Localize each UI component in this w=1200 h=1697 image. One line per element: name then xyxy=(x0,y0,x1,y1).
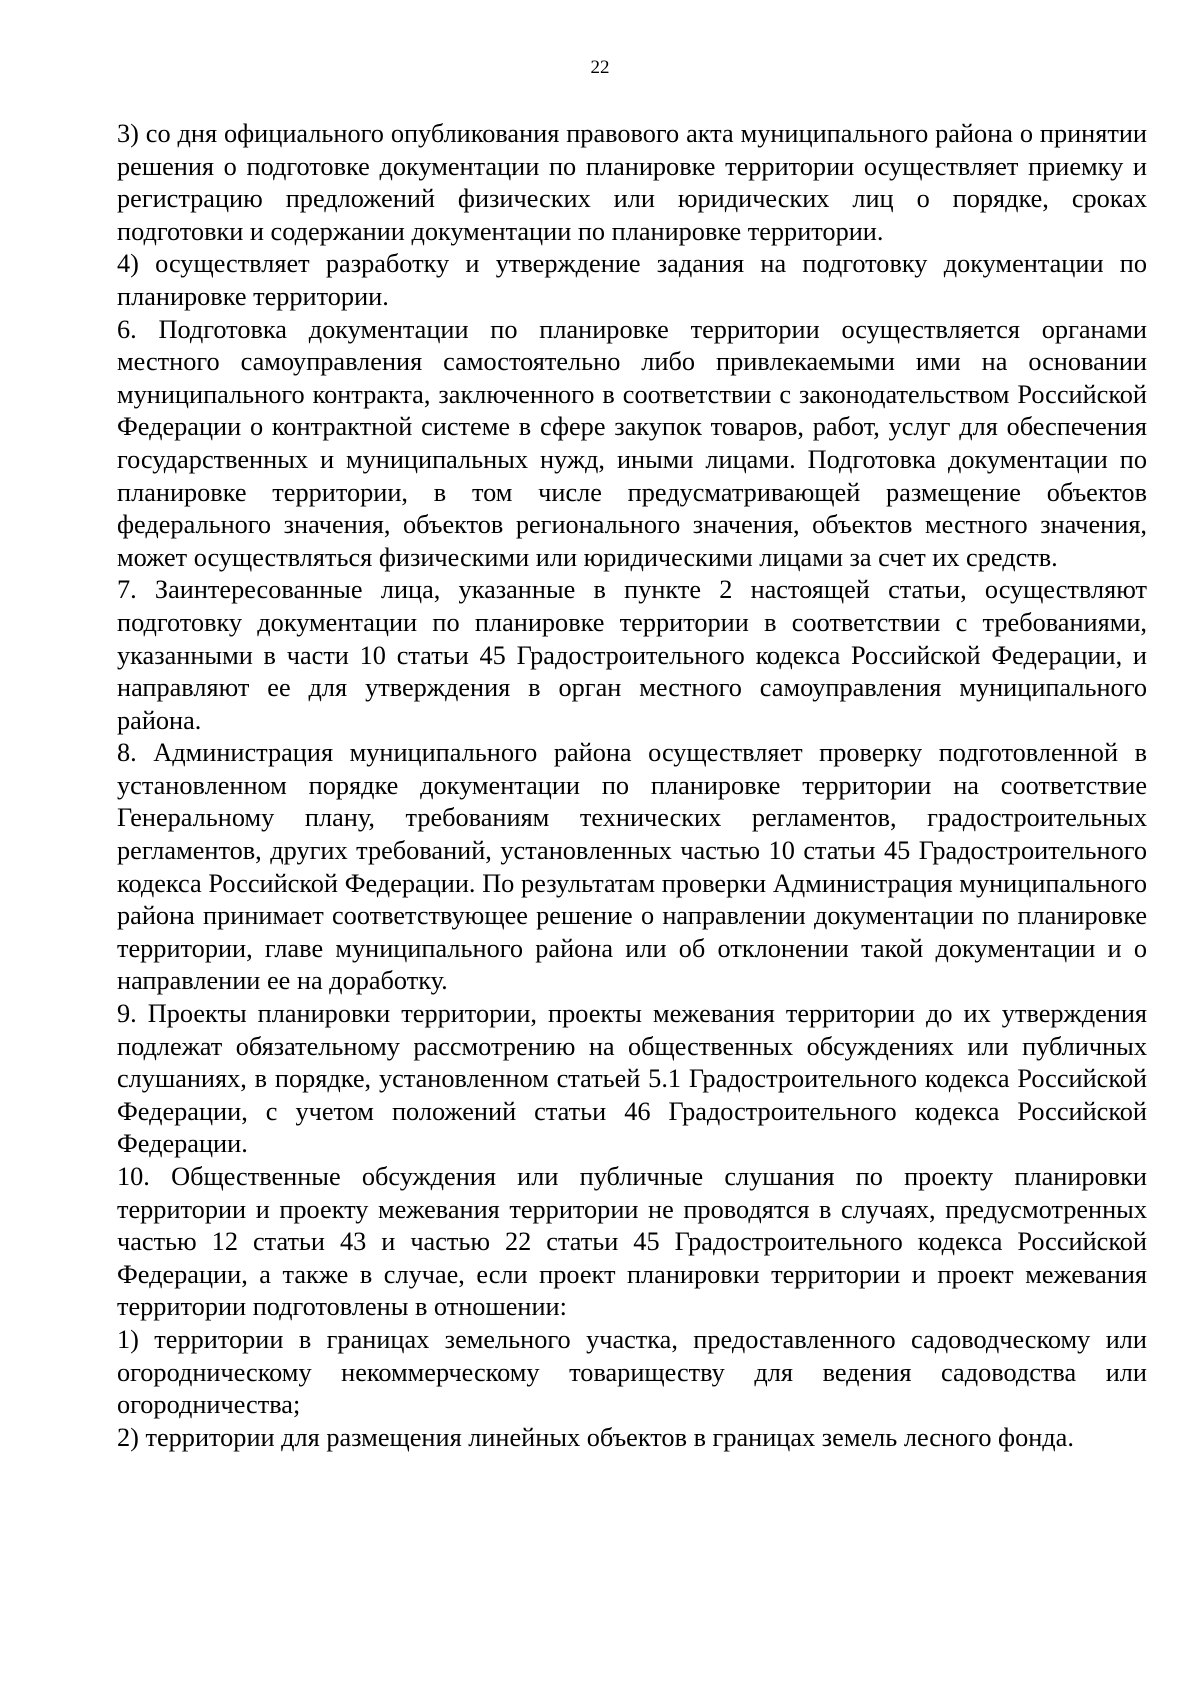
paragraph-item-3: 3) со дня официального опубликования правового акта муниципального района о принятии решения о подготовке документации по планировке территории осуществляет приемку и регистрацию предложений физических или юридических лиц о порядке, сроках подготовки и содержании документации по планировке территории. xyxy=(117,119,1147,246)
paragraph-item-4: 4) осуществляет разработку и утверждение задания на подготовку документации по планировке территории. xyxy=(117,249,1147,311)
paragraph-10: 10. Общественные обсуждения или публичные слушания по проекту планировки территории и проекту межевания территории не проводятся в случаях, предусмотренных частью 12 статьи 43 и частью 22 статьи 45 Градостроительного кодекса Российской Федерации, а также в случае, если проект планировки территории и проект межевания территории подготовлены в отношении: xyxy=(117,1162,1147,1322)
paragraph-7: 7. Заинтересованные лица, указанные в пункте 2 настоящей статьи, осуществляют подготовку документации по планировке территории в соответствии с требованиями, указанными в части 10 статьи 45 Градостроительного кодекса Российской Федерации, и направляют ее для утверждения в орган местного самоуправления муниципального района. xyxy=(117,575,1147,735)
paragraph-10-item-1: 1) территории в границах земельного участка, предоставленного садоводческому или огородническому некоммерческому товариществу для ведения садоводства или огородничества; xyxy=(117,1324,1147,1420)
paragraph-8: 8. Администрация муниципального района осуществляет проверку подготовленной в установленном порядке документации по планировке территории на соответствие Генеральному плану, требованиям технических регламентов, градостроительных регламентов, других требований, установленных частью 10 статьи 45 Градостроительного кодекса Российской Федерации. По результатам проверки Администрация муниципального района принимает соответствующее решение о направлении документации по планировке территории, главе муниципального района или об отклонении такой документации и о направлении ее на доработку. xyxy=(117,738,1147,996)
document-body xyxy=(117,118,1147,1454)
page-number: 22 xyxy=(590,57,610,78)
paragraph-10-item-2: 2) территории для размещения линейных объектов в границах земель лесного фонда. xyxy=(117,1422,1074,1452)
paragraph-6: 6. Подготовка документации по планировке территории осуществляется органами местного самоуправления самостоятельно либо привлекаемыми ими на основании муниципального контракта, заключенного в соответствии с законодательством Российской Федерации о контрактной системе в сфере закупок товаров, работ, услуг для обеспечения государственных и муниципальных нужд, иными лицами. Подготовка документации по планировке территории, в том числе предусматривающей размещение объектов федерального значения, объектов регионального значения, объектов местного значения, может осуществляться физическими или юридическими лицами за счет их средств. xyxy=(117,314,1147,572)
paragraph-9: 9. Проекты планировки территории, проекты межевания территории до их утверждения подлежат обязательному рассмотрению на общественных обсуждениях или публичных слушаниях, в порядке, установленном статьей 5.1 Градостроительного кодекса Российской Федерации, с учетом положений статьи 46 Градостроительного кодекса Российской Федерации. xyxy=(117,999,1147,1159)
